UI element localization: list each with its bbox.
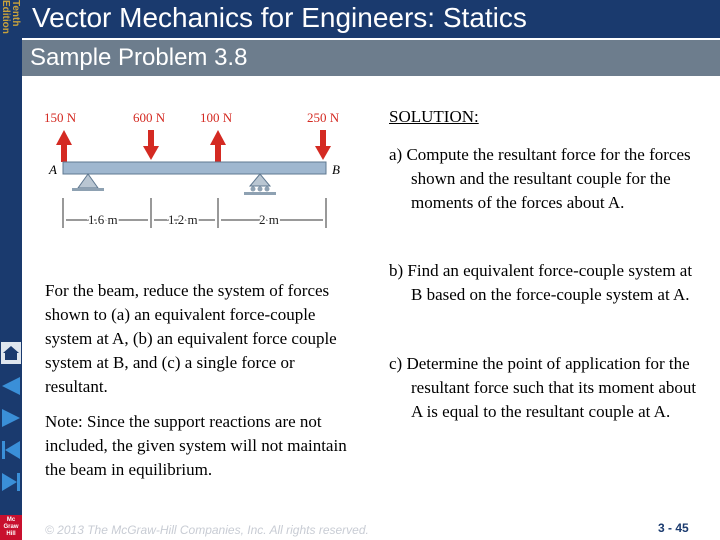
triangle-left-icon <box>0 374 22 398</box>
problem-statement: For the beam, reduce the system of forces shown to (a) an equivalent force-couple system at A, (b) an equivalent force couple system at B, and (c) a single force or resultant. <box>45 281 337 396</box>
skip-forward-icon <box>0 470 22 494</box>
problem-note: Note: Since the support reactions are not included, the given system will not maintain the beam in equilibrium. <box>45 412 347 479</box>
beam <box>63 162 326 174</box>
force-label: 600 N <box>133 110 166 125</box>
first-slide-button[interactable] <box>0 438 22 462</box>
skip-back-icon <box>0 438 22 462</box>
dimension-label: 1.2 m <box>168 212 198 227</box>
pin-support <box>72 174 104 191</box>
solution-step-c: c) Determine the point of application for the resultant force such that its moment about A is equal to the resultant couple at A. <box>389 354 697 421</box>
force-label: 150 N <box>44 110 77 125</box>
solution-heading: SOLUTION: <box>389 107 479 126</box>
page-number: 3 - 45 <box>658 521 689 535</box>
force-label: 250 N <box>307 110 340 125</box>
dimension-label: 2 m <box>259 212 279 227</box>
force-arrow-600 <box>143 130 159 160</box>
solution-step-b: b) Find an equivalent force-couple system at B based on the force-couple system at A. <box>389 261 693 304</box>
roller-support <box>244 174 276 195</box>
edition-line2: Edition <box>0 0 11 34</box>
sidebar <box>0 38 22 540</box>
dimension-label: 1.6 m <box>88 212 118 227</box>
solution-step-a: a) Compute the resultant force for the forces shown and the resultant couple for the moments of the forces about A. <box>389 145 691 212</box>
triangle-right-icon <box>0 406 22 430</box>
force-arrow-100 <box>210 130 226 162</box>
edition-line1: Tenth <box>10 0 21 27</box>
home-icon <box>0 341 22 365</box>
home-button[interactable] <box>0 341 22 365</box>
book-title: Vector Mechanics for Engineers: Statics <box>32 2 527 33</box>
copyright-notice: © 2013 The McGraw-Hill Companies, Inc. All rights reserved. <box>45 523 369 537</box>
next-button[interactable] <box>0 406 22 430</box>
force-label: 100 N <box>200 110 233 125</box>
beam-figure <box>40 100 360 250</box>
last-slide-button[interactable] <box>0 470 22 494</box>
edition-label <box>0 0 22 38</box>
previous-button[interactable] <box>0 374 22 398</box>
publisher-logo: Mc Graw Hill <box>0 515 22 540</box>
point-b-label: B <box>332 162 340 177</box>
force-arrow-150 <box>56 130 72 162</box>
force-arrow-250 <box>315 130 331 160</box>
point-a-label: A <box>49 162 57 177</box>
slide-title: Sample Problem 3.8 <box>30 44 248 71</box>
